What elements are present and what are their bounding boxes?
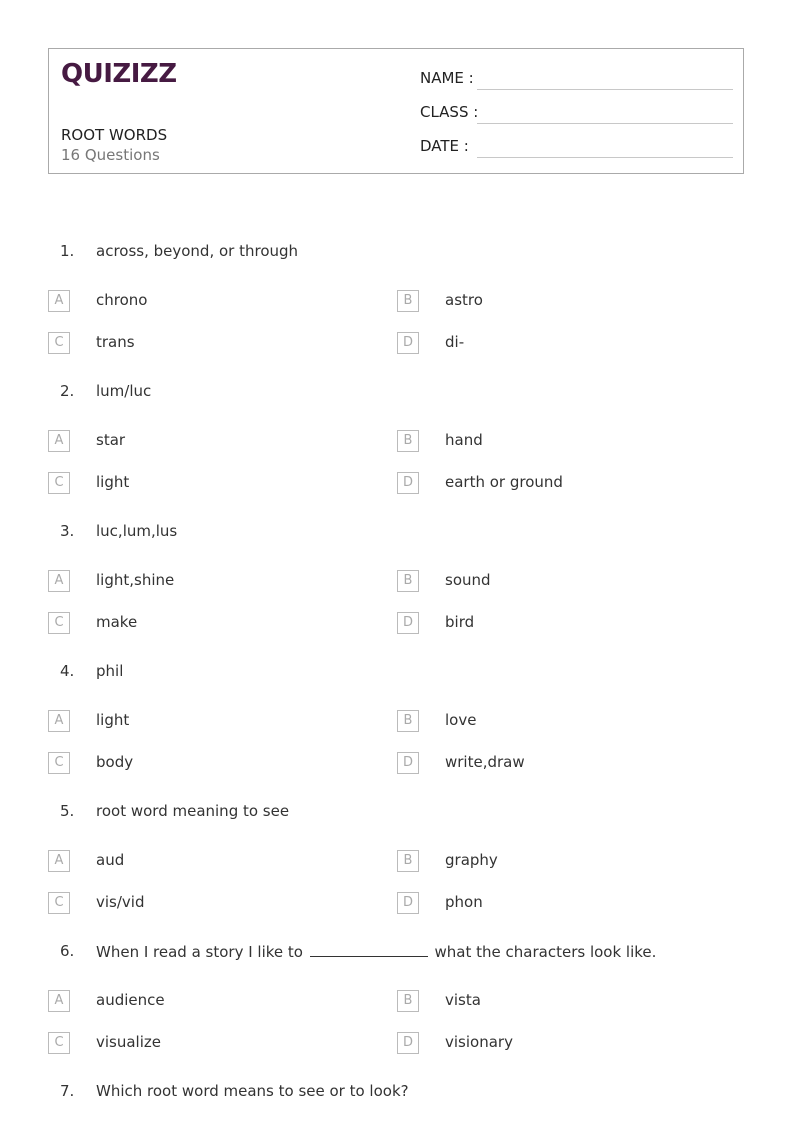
option-c-text: trans	[96, 333, 135, 351]
option-d-box[interactable]: D	[397, 472, 419, 494]
name-line	[477, 89, 733, 90]
question-text: lum/luc	[96, 382, 152, 400]
class-label: CLASS :	[420, 103, 479, 121]
option-d-text: write,draw	[445, 753, 525, 771]
option-b-text: graphy	[445, 851, 498, 869]
question-number: 3.	[60, 522, 75, 540]
option-a-text: audience	[96, 991, 165, 1009]
option-a-box[interactable]: A	[48, 850, 70, 872]
question-text	[96, 942, 656, 961]
question-number: 5.	[60, 802, 75, 820]
option-b-box[interactable]: B	[397, 570, 419, 592]
question-number: 6.	[60, 942, 75, 960]
option-a-text: light,shine	[96, 571, 175, 589]
question-text: phil	[96, 662, 124, 680]
option-a-box[interactable]: A	[48, 570, 70, 592]
question-number: 1.	[60, 242, 75, 260]
option-c-box[interactable]: C	[48, 752, 70, 774]
name-label: NAME :	[420, 69, 474, 87]
question-text-after: what the characters look like.	[434, 943, 657, 961]
option-b-text: astro	[445, 291, 483, 309]
option-d-box[interactable]: D	[397, 1032, 419, 1054]
date-label: DATE :	[420, 137, 469, 155]
option-a-text: chrono	[96, 291, 148, 309]
option-c-box[interactable]: C	[48, 892, 70, 914]
option-c-box[interactable]: C	[48, 612, 70, 634]
option-d-text: earth or ground	[445, 473, 563, 491]
option-d-box[interactable]: D	[397, 892, 419, 914]
question-number: 4.	[60, 662, 75, 680]
quizizz-logo: QUIZIZZ	[61, 59, 177, 89]
worksheet-title: ROOT WORDS	[61, 126, 168, 144]
question-text: luc,lum,lus	[96, 522, 178, 540]
class-line	[477, 123, 733, 124]
option-c-text: light	[96, 473, 130, 491]
date-line	[477, 157, 733, 158]
question-text: root word meaning to see	[96, 802, 290, 820]
option-b-box[interactable]: B	[397, 990, 419, 1012]
option-c-text: make	[96, 613, 138, 631]
option-b-text: hand	[445, 431, 483, 449]
option-d-box[interactable]: D	[397, 612, 419, 634]
option-a-box[interactable]: A	[48, 430, 70, 452]
option-b-text: sound	[445, 571, 491, 589]
option-b-box[interactable]: B	[397, 850, 419, 872]
option-d-text: phon	[445, 893, 483, 911]
option-c-box[interactable]: C	[48, 332, 70, 354]
option-d-text: visionary	[445, 1033, 513, 1051]
option-b-text: love	[445, 711, 477, 729]
question-number: 2.	[60, 382, 75, 400]
option-b-box[interactable]: B	[397, 430, 419, 452]
worksheet-header	[48, 48, 744, 174]
option-d-box[interactable]: D	[397, 752, 419, 774]
question-number: 7.	[60, 1082, 75, 1100]
option-a-box[interactable]: A	[48, 710, 70, 732]
question-text-before: When I read a story I like to	[96, 943, 303, 961]
option-c-box[interactable]: C	[48, 472, 70, 494]
option-c-text: body	[96, 753, 134, 771]
option-a-box[interactable]: A	[48, 290, 70, 312]
option-a-box[interactable]: A	[48, 990, 70, 1012]
option-a-text: aud	[96, 851, 125, 869]
question-text: across, beyond, or through	[96, 242, 299, 260]
option-c-text: visualize	[96, 1033, 161, 1051]
option-c-box[interactable]: C	[48, 1032, 70, 1054]
option-c-text: vis/vid	[96, 893, 145, 911]
option-b-text: vista	[445, 991, 481, 1009]
option-d-text: bird	[445, 613, 475, 631]
answer-blank[interactable]	[310, 942, 428, 957]
option-b-box[interactable]: B	[397, 710, 419, 732]
question-count: 16 Questions	[61, 146, 160, 164]
option-d-text: di-	[445, 333, 465, 351]
option-b-box[interactable]: B	[397, 290, 419, 312]
option-a-text: star	[96, 431, 126, 449]
option-a-text: light	[96, 711, 130, 729]
question-text: Which root word means to see or to look?	[96, 1082, 409, 1100]
option-d-box[interactable]: D	[397, 332, 419, 354]
